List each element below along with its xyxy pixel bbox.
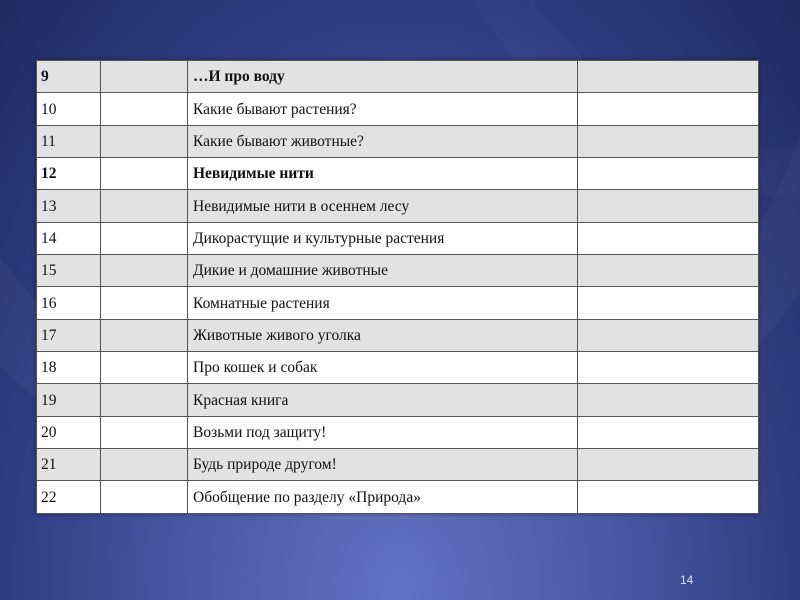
lesson-topic-cell: Комнатные растения	[188, 287, 578, 319]
empty-cell	[101, 352, 188, 384]
empty-cell	[578, 384, 759, 416]
lesson-number-cell: 21	[37, 449, 101, 481]
lesson-number-cell: 17	[37, 319, 101, 351]
lesson-topic-cell: Какие бывают животные?	[188, 125, 578, 157]
table-row	[37, 416, 759, 448]
empty-cell	[101, 481, 188, 514]
table-row	[37, 61, 759, 93]
lesson-topic-cell: Животные живого уголка	[188, 319, 578, 351]
lesson-table-body	[37, 61, 759, 514]
lesson-number-cell: 15	[37, 255, 101, 287]
lesson-topic-cell: Какие бывают растения?	[188, 93, 578, 125]
empty-cell	[101, 61, 188, 93]
lesson-number-cell: 22	[37, 481, 101, 514]
empty-cell	[101, 416, 188, 448]
lesson-number-cell: 12	[37, 158, 101, 190]
table-row	[37, 158, 759, 190]
table-row	[37, 319, 759, 351]
table-row	[37, 287, 759, 319]
empty-cell	[101, 93, 188, 125]
lesson-number-cell: 16	[37, 287, 101, 319]
lesson-topic-cell: Про кошек и собак	[188, 352, 578, 384]
lesson-topic-cell: Невидимые нити	[188, 158, 578, 190]
table-row	[37, 255, 759, 287]
lesson-topic-cell: Дикие и домашние животные	[188, 255, 578, 287]
lesson-topic-cell: Возьми под защиту!	[188, 416, 578, 448]
empty-cell	[578, 93, 759, 125]
table-row	[37, 125, 759, 157]
empty-cell	[578, 125, 759, 157]
table-row	[37, 190, 759, 222]
lesson-number-cell: 14	[37, 222, 101, 254]
empty-cell	[101, 255, 188, 287]
empty-cell	[101, 319, 188, 351]
empty-cell	[101, 449, 188, 481]
table-row	[37, 222, 759, 254]
lesson-number-cell: 19	[37, 384, 101, 416]
lesson-number-cell: 10	[37, 93, 101, 125]
empty-cell	[101, 190, 188, 222]
empty-cell	[101, 287, 188, 319]
table-row	[37, 384, 759, 416]
empty-cell	[578, 158, 759, 190]
lesson-topic-cell: Обобщение по разделу «Природа»	[188, 481, 578, 514]
empty-cell	[578, 190, 759, 222]
empty-cell	[101, 384, 188, 416]
empty-cell	[101, 222, 188, 254]
page-number: 14	[680, 573, 694, 587]
lesson-topic-cell: …И про воду	[188, 61, 578, 93]
empty-cell	[101, 158, 188, 190]
empty-cell	[101, 125, 188, 157]
table-row	[37, 352, 759, 384]
lesson-topic-cell: Дикорастущие и культурные растения	[188, 222, 578, 254]
lesson-number-cell: 20	[37, 416, 101, 448]
empty-cell	[578, 449, 759, 481]
lesson-number-cell: 9	[37, 61, 101, 93]
lesson-topic-cell: Будь природе другом!	[188, 449, 578, 481]
lesson-topic-cell: Красная книга	[188, 384, 578, 416]
table-row	[37, 93, 759, 125]
empty-cell	[578, 481, 759, 514]
empty-cell	[578, 287, 759, 319]
empty-cell	[578, 352, 759, 384]
table-row	[37, 449, 759, 481]
lesson-topic-cell: Невидимые нити в осеннем лесу	[188, 190, 578, 222]
empty-cell	[578, 222, 759, 254]
empty-cell	[578, 255, 759, 287]
empty-cell	[578, 319, 759, 351]
lesson-table	[36, 60, 758, 514]
lesson-number-cell: 18	[37, 352, 101, 384]
empty-cell	[578, 416, 759, 448]
empty-cell	[578, 61, 759, 93]
table-row	[37, 481, 759, 514]
lesson-number-cell: 13	[37, 190, 101, 222]
lesson-number-cell: 11	[37, 125, 101, 157]
